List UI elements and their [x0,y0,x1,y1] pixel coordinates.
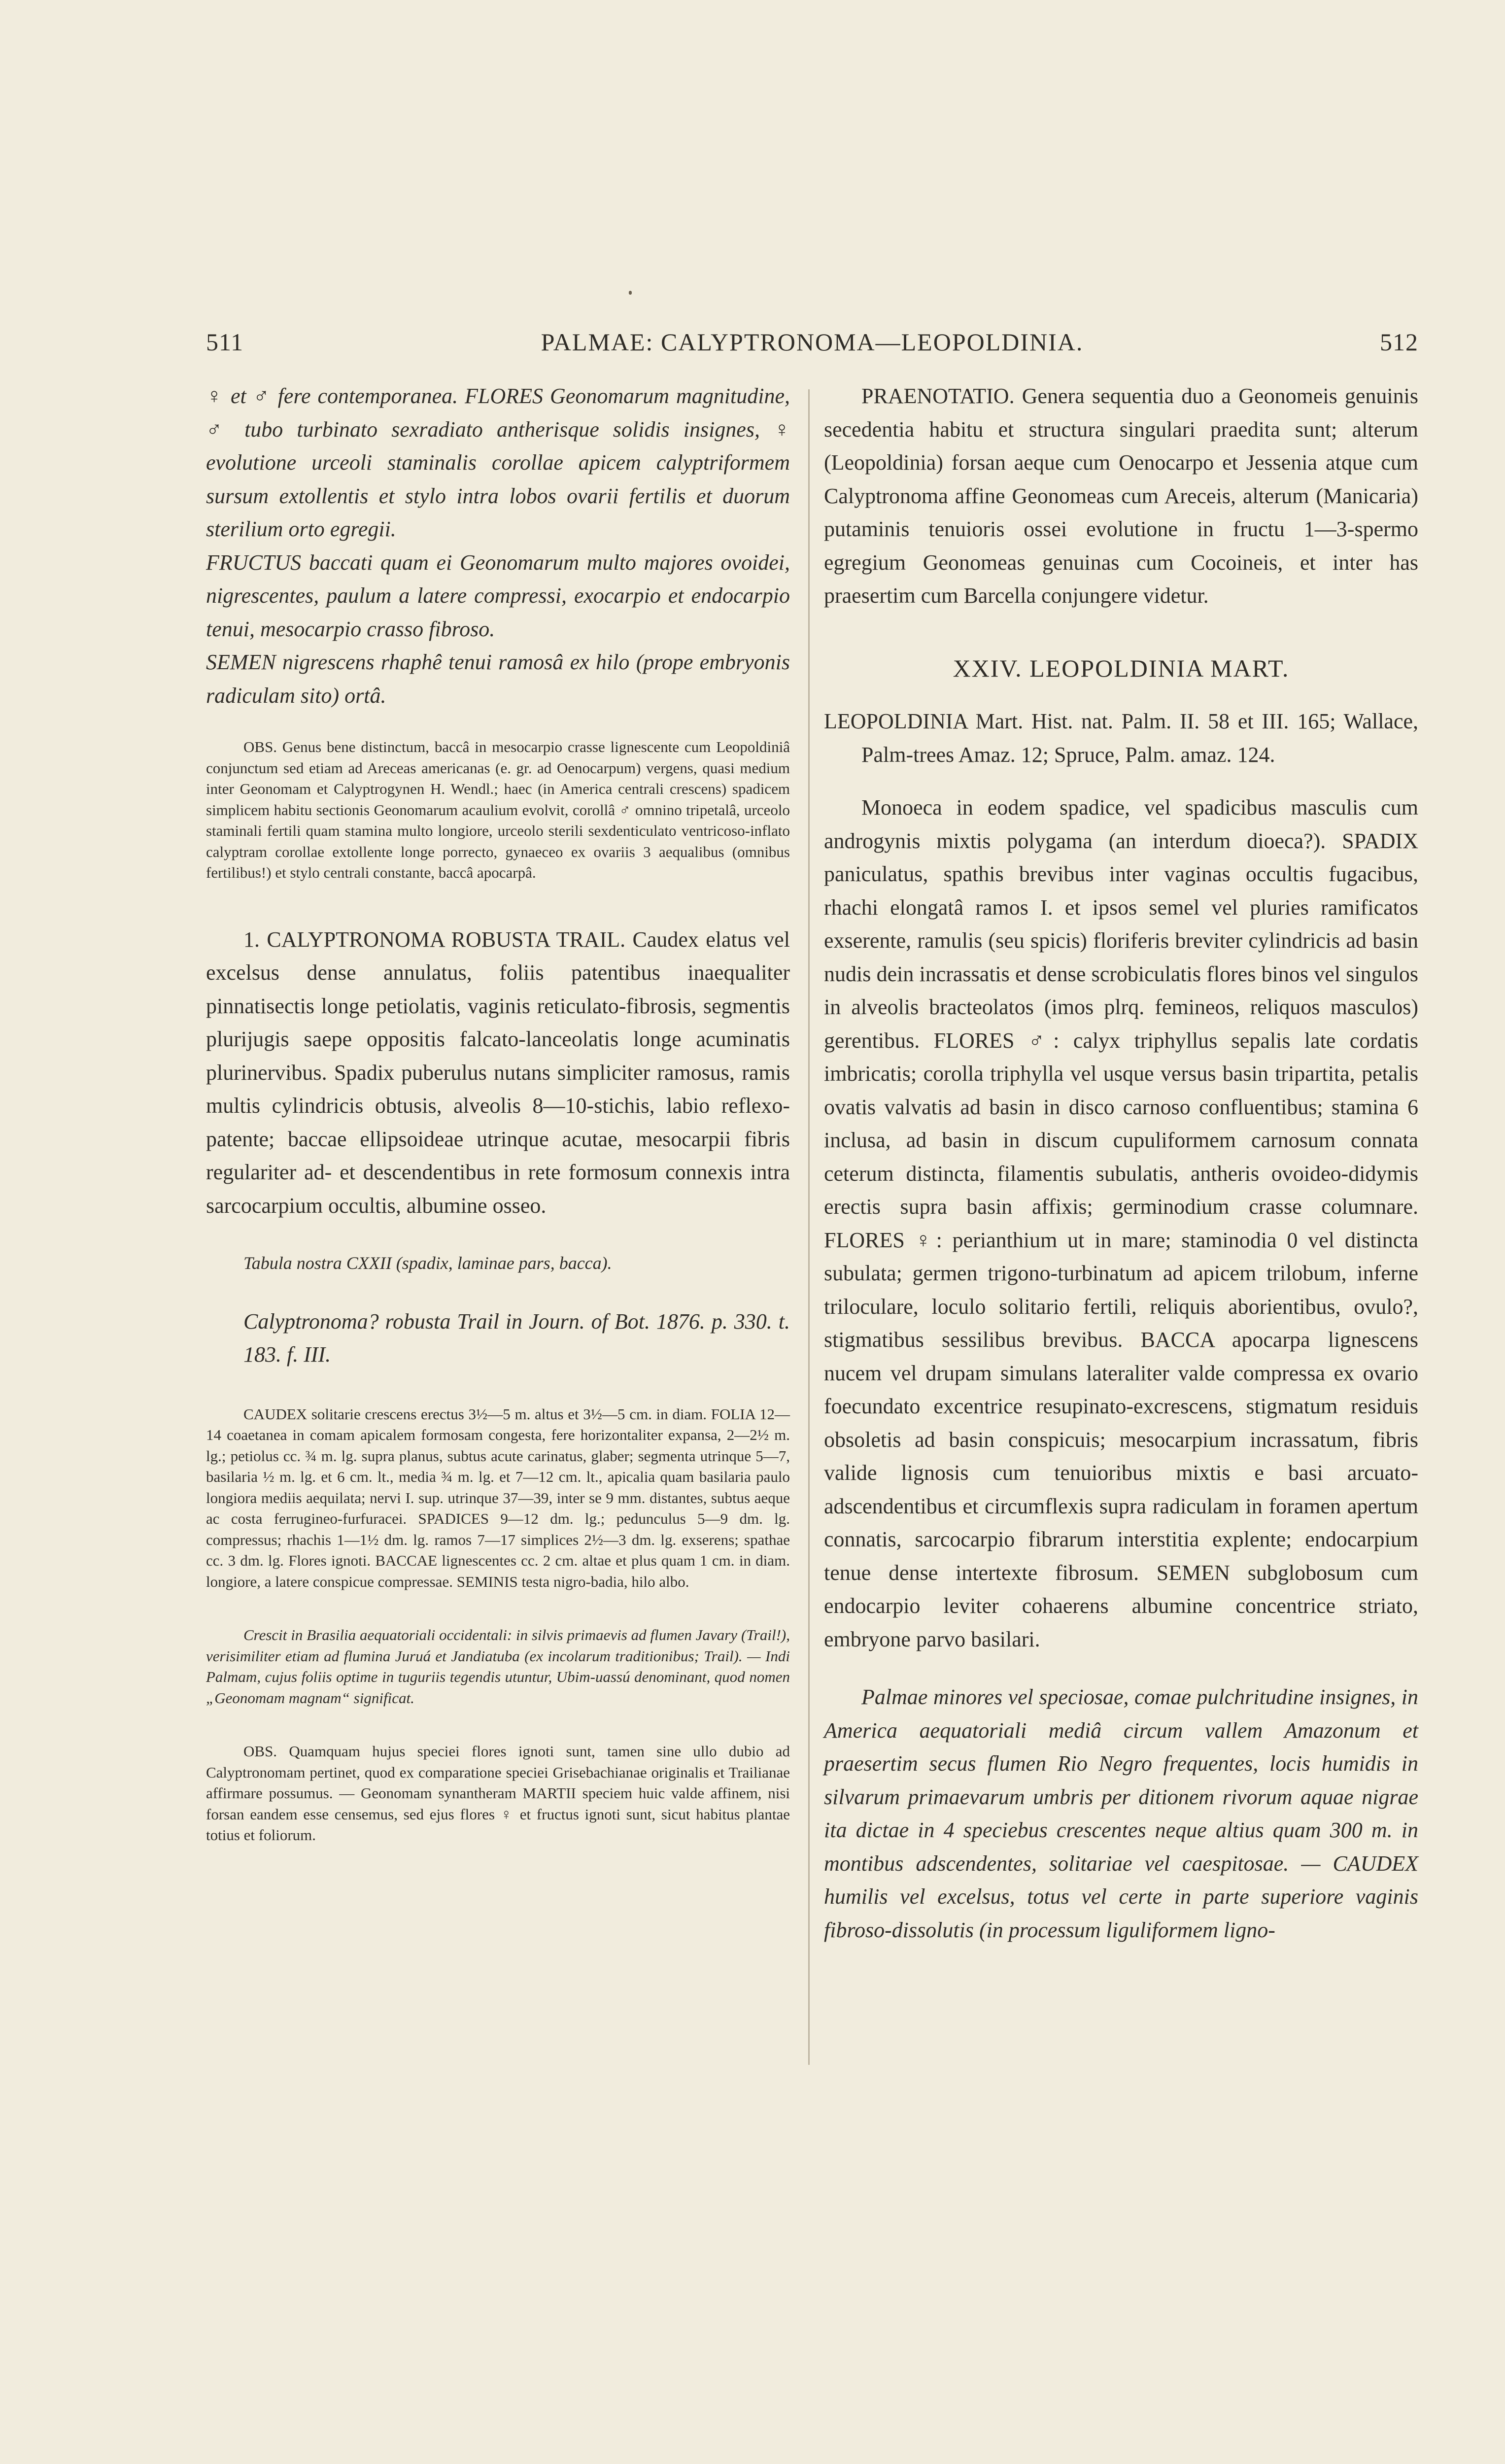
genus-heading: XXIV. LEOPOLDINIA MART. [953,654,1290,682]
right-column [824,379,1418,1947]
note-distribution: Crescit in Brasilia aequatoriali occidentali: in silvis primaevis ad flumen Javary (Trail!), verisimiliter etiam ad flumina Juruá et Jandiatuba (ex incolarum traditionibus; Trail). — Indi Palmam, cujus foliis optime in tuguriis tegendis utuntur, Ubim-uassú denominant, quod nomen „Geonomam magnam“ significat. [206,1626,790,1707]
genus-citation: LEOPOLDINIA Mart. Hist. nat. Palm. II. 58 et III. 165; Wallace, Palm-trees Amaz. 12; Spruce, Palm. amaz. 124. [824,709,1418,767]
plate-reference: Tabula nostra CXXII (spadix, laminae pars, bacca). [243,1253,612,1273]
column-divider [808,389,810,2065]
habitat-paragraph: Palmae minores vel speciosae, comae pulchritudine insignes, in America aequatoriali mediâ circum vallem Amazonum et praesertim secus flumen Rio Negro frequentes, locis humidis in silvarum primaevarum umbris per ditionem rivorum aquae nigrae ita dictae in 4 speciebus crescentes neque altius quam 300 m. in montibus adscendentes, solitariae vel caespitosae. — CAUDEX humilis vel excelsus, totus vel certe in parte superiore vaginis fibroso-dissolutis (in processum liguliformem ligno- [824,1685,1418,1942]
ink-speck [629,291,632,295]
paragraph-flores-continued: ♀ et ♂ fere contemporanea. FLORES Geonomarum magnitudine, ♂ tubo turbinato sexradiato antherisque solidis insignes, ♀ evolutione urceoli staminalis corollae apicem calyptriformem sursum extollentis et stylo intra lobos ovarii fertilis et duorum sterilium orto egregii. [206,384,790,541]
note-obs-genus: OBS. Genus bene distinctum, baccâ in mesocarpio crasse lignescente cum Leopoldiniâ conjunctum sed etiam ad Areceas americanas (e. gr. ad Oenocarpum) vergens, quasi medium inter Geonomam et Calyptrogynen H. Wendl.; haec (in America centrali crescens) spadicem simplicem habitu sectionis Geonomarum acaulium evolvit, corollâ ♂ omnino tripetalâ, urceolo staminali fertili quam stamina multo longiore, urceolo sterili sexdenticulato ventricoso-inflato calyptram corollae extollente longe porrecto, gynaeceo ex ovariis 3 aequalibus (omnibus fertilibus!) et stylo centrali constante, baccâ apocarpâ. [206,738,790,881]
page-number-right: 512 [1380,328,1418,356]
note-obs-species: OBS. Quamquam hujus speciei flores ignoti sunt, tamen sine ullo dubio ad Calyptronomam pertinet, quod ex comparatione speciei Grisebachianae originalis et Trailianae affirmare possumus. — Geonomam synantheram MARTII speciem huic valde affinem, nisi forsan eandem esse censemus, sed ejus flores ♀ et fructus ignoti sunt, sicut habitus plantae totius et foliorum. [206,1743,790,1844]
synonym-citation: Calyptronoma? robusta Trail in Journ. of Bot. 1876. p. 330. t. 183. f. III. [243,1309,790,1367]
praenotatio: PRAENOTATIO. Genera sequentia duo a Geonomeis genuinis secedentia habitu et structura singulari praedita sunt; alterum (Leopoldinia) forsan aeque cum Oenocarpo et Jessenia atque cum Calyptronoma affine Geonomeas cum Areceis, alterum (Manicaria) putaminis tenuioris ossei evolutione in fructu 1—3-spermo egregium Geonomeas genuinas cum Cocoineis, et inter has praesertim cum Barcella conjungere videtur. [824,384,1418,608]
species-description: 1. CALYPTRONOMA ROBUSTA TRAIL. Caudex elatus vel excelsus dense annulatus, foliis patentibus inaequaliter pinnatisectis longe petiolatis, vaginis reticulato-fibrosis, segmentis plurijugis saepe oppositis falcato-lanceolatis longe acuminatis plurinervibus. Spadix puberulus nutans simpliciter ramosus, ramis multis cylindricis obtusis, alveolis 8—10-stichis, labio reflexo-patente; baccae ellipsoideae utrinque acutae, mesocarpii fibris regulariter ad- et descendentibus in rete formosum connexis intra sarcocarpium occultis, albumine osseo. [206,927,790,1218]
paragraph-semen: SEMEN nigrescens rhaphê tenui ramosâ ex hilo (prope embryonis radiculam sito) ortâ. [206,650,790,708]
running-header [206,328,1418,367]
genus-description: Monoeca in eodem spadice, vel spadicibus masculis cum androgynis mixtis polygama (an interdum dioeca?). SPADIX paniculatus, spathis brevibus inter vaginas occultis fugacibus, rhachi elongatâ ramos I. et ipsos semel vel pluries ramificatos exserente, ramulis (seu spicis) floriferis breviter cylindricis ad basin nudis dein incrassatis et dense scrobiculatis flores binos vel singulos in alveolis bracteolatos (imos plrq. femineos, reliquos masculos) gerentibus. FLORES ♂: calyx triphyllus sepalis late cordatis imbricatis; corolla triphylla vel usque versus basin tripartita, petalis ovatis valvatis ad basin in disco carnoso confluentibus; stamina 6 inclusa, ad basin in discum cupuliformem carnosum connata ceterum distincta, filamentis subulatis, antheris ovoideo-didymis erectis supra basin affixis; germinodium crasse columnare. FLORES ♀: perianthium ut in mare; staminodia 0 vel distincta subulata; germen trigono-turbinatum ad apicem trilobum, inferne triloculare, loculo solitario fertili, reliquis aborientibus, ovulo?, stigmatibus sessilibus brevibus. BACCA apocarpa lignescens nucem vel drupam simulans lateraliter valde compressa ex ovario foecundato excentrice resupinato-excrescens, stigmatum residuis obsoletis ad basin conspicuis; mesocarpium incrassatum, fibris valide lignosis cum tenuioribus mixtis e basi arcuato-adscendentibus et circumflexis supra radiculam in foramen apertum connatis, sarcocarpio fibrarum interstitia explente; endocarpium tenue dense intertexte fibrosum. SEMEN subglobosum cum endocarpio leviter cohaerens albumine concentrice striato, embryone parvo basilari. [824,795,1418,1651]
note-caudex-detail: CAUDEX solitarie crescens erectus 3½—5 m. altus et 3½—5 cm. in diam. FOLIA 12—14 coaetanea in comam apicalem formosam congesta, fere horizontaliter expansa, 2—2½ m. lg.; petiolus cc. ¾ m. lg. supra planus, subtus acute carinatus, glaber; segmenta utrinque 5—7, basilaria ½ m. lg. et 6 cm. lt., media ¾ m. lg. et 7—12 cm. lt., apicalia quam basilaria paulo longiora mediis aequilata; nervi I. sup. utrinque 37—39, inter se 9 mm. distantes, subtus aeque ac costa ferrugineo-furfuracei. SPADICES 9—12 dm. lg.; pedunculus 5—9 dm. lg. compressus; rhachis 1—1½ dm. lg. ramos 7—17 simplices 2½—3 dm. lg. exserens; spathae cc. 3 dm. lg. Flores ignoti. BACCAE lignescentes cc. 2 cm. altae et plus quam 1 cm. in diam. longiore, a latere conspicue compressae. SEMINIS testa nigro-badia, hilo albo. [206,1405,790,1590]
left-column [206,379,790,1846]
running-title: PALMAE: CALYPTRONOMA—LEOPOLDINIA. [541,328,1084,356]
paragraph-fructus: FRUCTUS baccati quam ei Geonomarum multo majores ovoidei, nigrescentes, paulum a latere compressi, exocarpio et endocarpio tenui, mesocarpio crasso fibroso. [206,550,790,641]
page-number-left: 511 [206,328,244,356]
